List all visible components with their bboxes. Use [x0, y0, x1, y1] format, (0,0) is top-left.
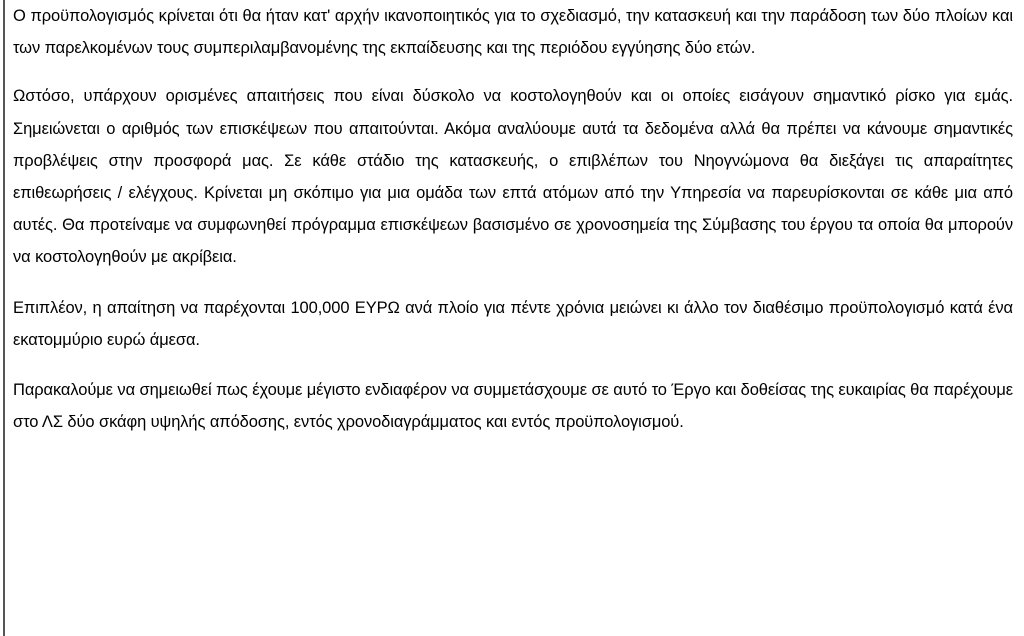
paragraph-budget-assessment: Ο προϋπολογισμός κρίνεται ότι θα ήταν κατ' αρχήν ικανοποιητικός για το σχεδιασμό, την κατασκευή και την παράδοση των δύο πλοίων και των παρελκομένων τους συμπεριλαμβανομένης της εκπαίδευσης και της περιόδου εγγύησης δύο ετών.	[13, 7, 1013, 58]
paragraph-interest-statement: Παρακαλούμε να σημειωθεί πως έχουμε μέγιστο ενδιαφέρον να συμμετάσχουμε σε αυτό το Έργο και δοθείσας της ευκαιρίας θα παρέχουμε στο ΛΣ δύο σκάφη υψηλής απόδοσης, εντός χρονοδιαγράμματος και εντός προϋπολογισμού.	[13, 381, 1013, 432]
paragraph-annual-provision: Επιπλέον, η απαίτηση να παρέχονται 100,000 ΕΥΡΩ ανά πλοίο για πέντε χρόνια μειώνει κι άλλο τον διαθέσιμο προϋπολογισμό κατά ένα εκατομμύριο ευρώ άμεσα.	[13, 298, 1013, 349]
margin-rule	[3, 0, 5, 636]
document-body	[13, 0, 1013, 438]
paragraph-cost-risks: Ωστόσο, υπάρχουν ορισμένες απαιτήσεις που είναι δύσκολο να κοστολογηθούν και οι οποίες εισάγουν σημαντικό ρίσκο για εμάς. Σημειώνεται ο αριθμός των επισκέψεων που απαιτούνται. Ακόμα αναλύουμε αυτά τα δεδομένα αλλά θα πρέπει να κάνουμε σημαντικές προβλέψεις στην προσφορά μας. Σε κάθε στάδιο της κατασκευής, ο επιβλέπων του Νηογνώμονα θα διεξάγει τις απαραίτητες επιθεωρήσεις / ελέγχους. Κρίνεται μη σκόπιμο για μια ομάδα των επτά ατόμων από την Υπηρεσία να παρευρίσκονται σε κάθε μια από αυτές. Θα προτείναμε να συμφωνηθεί πρόγραμμα επισκέψεων βασισμένο σε χρονοσημεία της Σύμβασης του έργου τα οποία θα μπορούν να κοστολογηθούν με ακρίβεια.	[13, 87, 1013, 267]
